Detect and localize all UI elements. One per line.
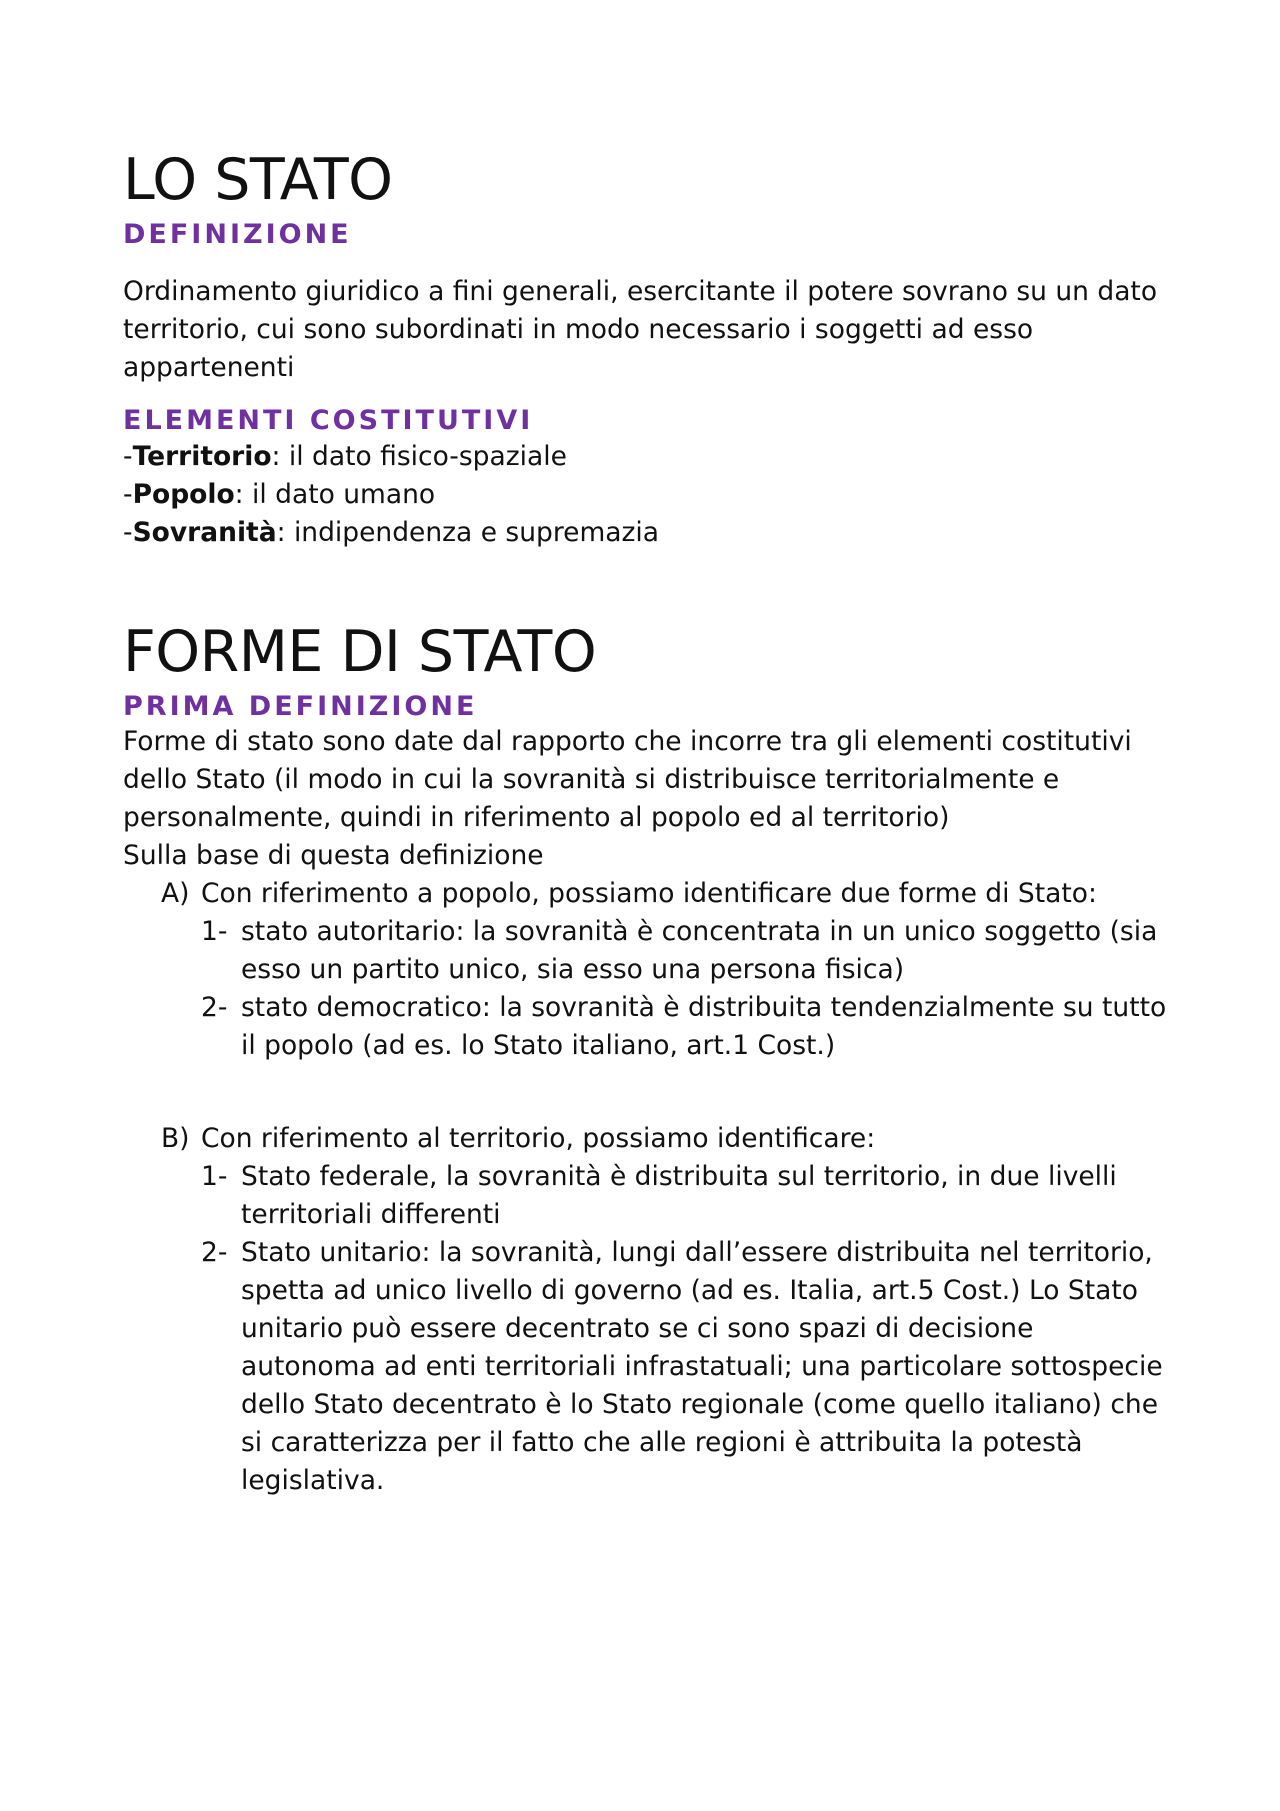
definition-paragraph: Ordinamento giuridico a fini generali, esercitante il potere sovrano su un dato territorio, cui sono subordinati in modo necessario i soggetti ad esso appartenenti	[123, 276, 1158, 384]
list-item	[201, 913, 1168, 989]
group-text: Con riferimento al territorio, possiamo identificare:	[201, 1123, 876, 1155]
subheading-prima-definizione: PRIMA DEFINIZIONE	[123, 690, 478, 722]
section-title-lo-stato: LO STATO	[123, 147, 393, 213]
subheading-definizione: DEFINIZIONE	[123, 219, 352, 250]
list-marker: B)	[161, 1123, 190, 1155]
element-desc: : indipendenza e supremazia	[276, 516, 660, 548]
element-item-popolo	[123, 476, 1168, 514]
list-marker: 1-	[201, 916, 228, 948]
element-prefix: -	[123, 440, 133, 472]
intro-paragraph: Forme di stato sono date dal rapporto che incorre tra gli elementi costitutivi dello Stato (il modo in cui la sovranità si distribuisce territorialmente e personalmente, quindi in riferimento al popolo ed al territorio)	[123, 726, 1132, 834]
list-item	[201, 1234, 1168, 1500]
element-term: Popolo	[132, 478, 235, 510]
list-marker: 1-	[201, 1161, 228, 1193]
element-item-territorio	[123, 438, 1168, 476]
list-item-group-a	[123, 875, 1168, 1065]
list-item-text: Stato federale, la sovranità è distribuita sul territorio, in due livelli territoriali differenti	[241, 1161, 1117, 1231]
subheading-elementi-costitutivi: ELEMENTI COSTITUTIVI	[123, 405, 534, 437]
list-marker: 2-	[201, 1237, 228, 1269]
element-desc: : il dato umano	[234, 478, 436, 510]
list-item-text: stato autoritario: la sovranità è concentrata in un unico soggetto (sia esso un partito unico, sia esso una persona fisica)	[241, 916, 1158, 986]
list-item	[201, 1158, 1168, 1234]
element-term: Territorio	[132, 440, 272, 472]
forms-list	[123, 875, 1168, 1500]
basis-paragraph: Sulla base di questa definizione	[123, 840, 544, 872]
element-prefix: -	[123, 516, 133, 548]
list-marker: A)	[161, 878, 190, 910]
element-item-sovranita	[123, 514, 1168, 552]
sublist	[201, 913, 1168, 1065]
list-marker: 2-	[201, 992, 228, 1024]
element-term: Sovranità	[132, 516, 277, 548]
elements-list	[123, 438, 1168, 552]
section-title-forme-di-stato: FORME DI STATO	[123, 618, 597, 685]
element-desc: : il dato fisico-spaziale	[271, 440, 567, 472]
list-item-text: Stato unitario: la sovranità, lungi dall’essere distribuita nel territorio, spetta ad unico livello di governo (ad es. Italia, art.5 Cost.) Lo Stato unitario può essere decentrato se ci sono spazi di decisione autonoma ad enti territoriali infrastatuali; una particolare sottospecie dello Stato decentrato è lo Stato regionale (come quello italiano) che si caratterizza per il fatto che alle regioni è attribuita la potestà legislativa.	[241, 1237, 1163, 1497]
list-item-group-b	[123, 1120, 1168, 1500]
group-text: Con riferimento a popolo, possiamo identificare due forme di Stato:	[201, 878, 1097, 910]
sublist	[201, 1158, 1168, 1500]
document-page	[123, 147, 1168, 1500]
list-item	[201, 989, 1168, 1065]
list-item-text: stato democratico: la sovranità è distribuita tendenzialmente su tutto il popolo (ad es. lo Stato italiano, art.1 Cost.)	[241, 992, 1167, 1062]
element-prefix: -	[123, 478, 133, 510]
